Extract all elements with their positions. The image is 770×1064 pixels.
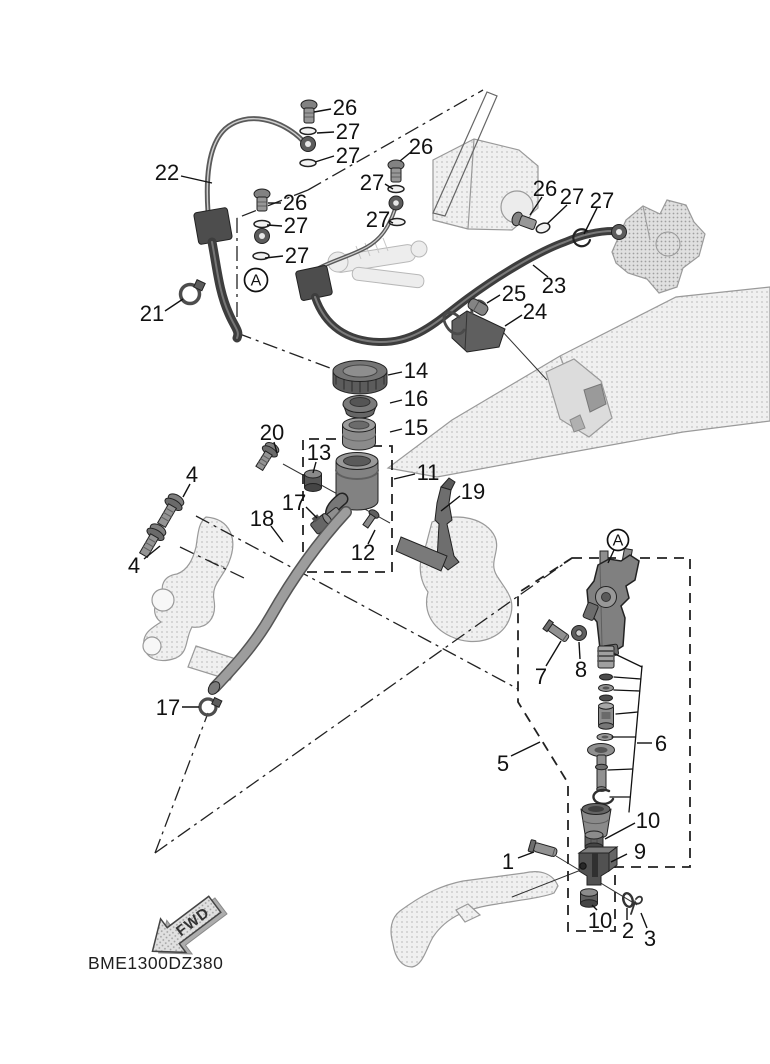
part-callout-3: 3 [643, 926, 657, 951]
reservoir-cap-14 [333, 361, 387, 395]
leader-line [505, 315, 522, 326]
part-callout-15: 15 [403, 415, 429, 440]
part-callout-18: 18 [249, 506, 275, 531]
part-callout-27: 27 [559, 184, 585, 209]
caliper-ghost [612, 200, 705, 293]
part-callout-19: 19 [460, 479, 486, 504]
part-callout-8: 8 [574, 657, 588, 682]
part-callout-7: 7 [534, 664, 548, 689]
leader-line [518, 852, 534, 858]
boundary-lines [155, 90, 690, 931]
pedal-mid-ghost [420, 517, 512, 642]
hose-clamp-21 [181, 280, 206, 304]
leader-line [390, 429, 402, 432]
bolt-4-upper [153, 491, 186, 530]
section-marker-letter: A [250, 272, 262, 290]
part-callout-27: 27 [284, 243, 310, 268]
leader-line [546, 641, 561, 666]
part-callout-27: 27 [359, 170, 385, 195]
nut-10-lower [581, 889, 598, 908]
part-callout-1: 1 [501, 849, 515, 874]
section-marker-letter: A [612, 532, 624, 550]
leader-line [487, 295, 500, 303]
leader-line [317, 132, 334, 133]
part-callout-24: 24 [522, 299, 548, 324]
part-callout-17: 17 [281, 490, 307, 515]
leader-line [605, 823, 635, 839]
part-callout-27: 27 [589, 188, 615, 213]
part-callout-13: 13 [306, 440, 332, 465]
part-callout-23: 23 [541, 273, 567, 298]
part-callout-5: 5 [496, 751, 510, 776]
part-callout-21: 21 [139, 301, 165, 326]
part-callout-27: 27 [335, 119, 361, 144]
pin-7 [543, 620, 571, 644]
fwd-label: FWD [173, 904, 213, 940]
part-callout-16: 16 [403, 386, 429, 411]
part-callout-26: 26 [408, 134, 434, 159]
part-callout-4: 4 [127, 553, 141, 578]
diaphragm-16 [343, 396, 377, 419]
kit-6-pointer [608, 654, 642, 812]
part-callout-26: 26 [282, 190, 308, 215]
part-callout-22: 22 [154, 160, 180, 185]
brake-pedal-ghost [391, 872, 558, 967]
leader-line [511, 742, 540, 756]
leader-line [165, 299, 183, 311]
part-callout-9: 9 [633, 839, 647, 864]
leader-line [314, 109, 331, 112]
part-callout-27: 27 [365, 207, 391, 232]
clevis-pin-1 [528, 840, 558, 859]
clevis-joint-9 [579, 847, 617, 885]
part-callout-11: 11 [416, 460, 440, 485]
part-callout-10: 10 [635, 808, 661, 833]
part-callout-25: 25 [501, 281, 527, 306]
leader-line [315, 156, 334, 162]
part-callout-26: 26 [532, 176, 558, 201]
part-callout-2: 2 [621, 918, 635, 943]
footrest-bracket-ghost [143, 517, 242, 680]
part-callout-17: 17 [155, 695, 181, 720]
part-callout-10: 10 [587, 908, 613, 933]
leader-line [388, 372, 402, 375]
leader-line [390, 400, 402, 403]
float-cup-15 [343, 418, 376, 450]
part-callout-4: 4 [185, 462, 199, 487]
part-callout-27: 27 [283, 213, 309, 238]
leader-line [306, 507, 317, 518]
part-callout-6: 6 [654, 731, 668, 756]
washer-8 [572, 626, 587, 641]
part-callout-26: 26 [332, 95, 358, 120]
leader-line [267, 225, 282, 226]
master-cylinder-body [583, 548, 639, 656]
part-callout-12: 12 [350, 540, 376, 565]
screw-12 [361, 508, 381, 529]
grommet-13 [305, 470, 322, 492]
part-callout-27: 27 [335, 143, 361, 168]
hose-clamp-17-lower [200, 698, 222, 715]
leader-line [394, 474, 415, 479]
master-cylinder-assembled-ghost [328, 238, 427, 288]
part-callout-20: 20 [259, 420, 285, 445]
drawing-code: BME1300DZ380 [88, 953, 224, 973]
part-callout-14: 14 [403, 358, 429, 383]
